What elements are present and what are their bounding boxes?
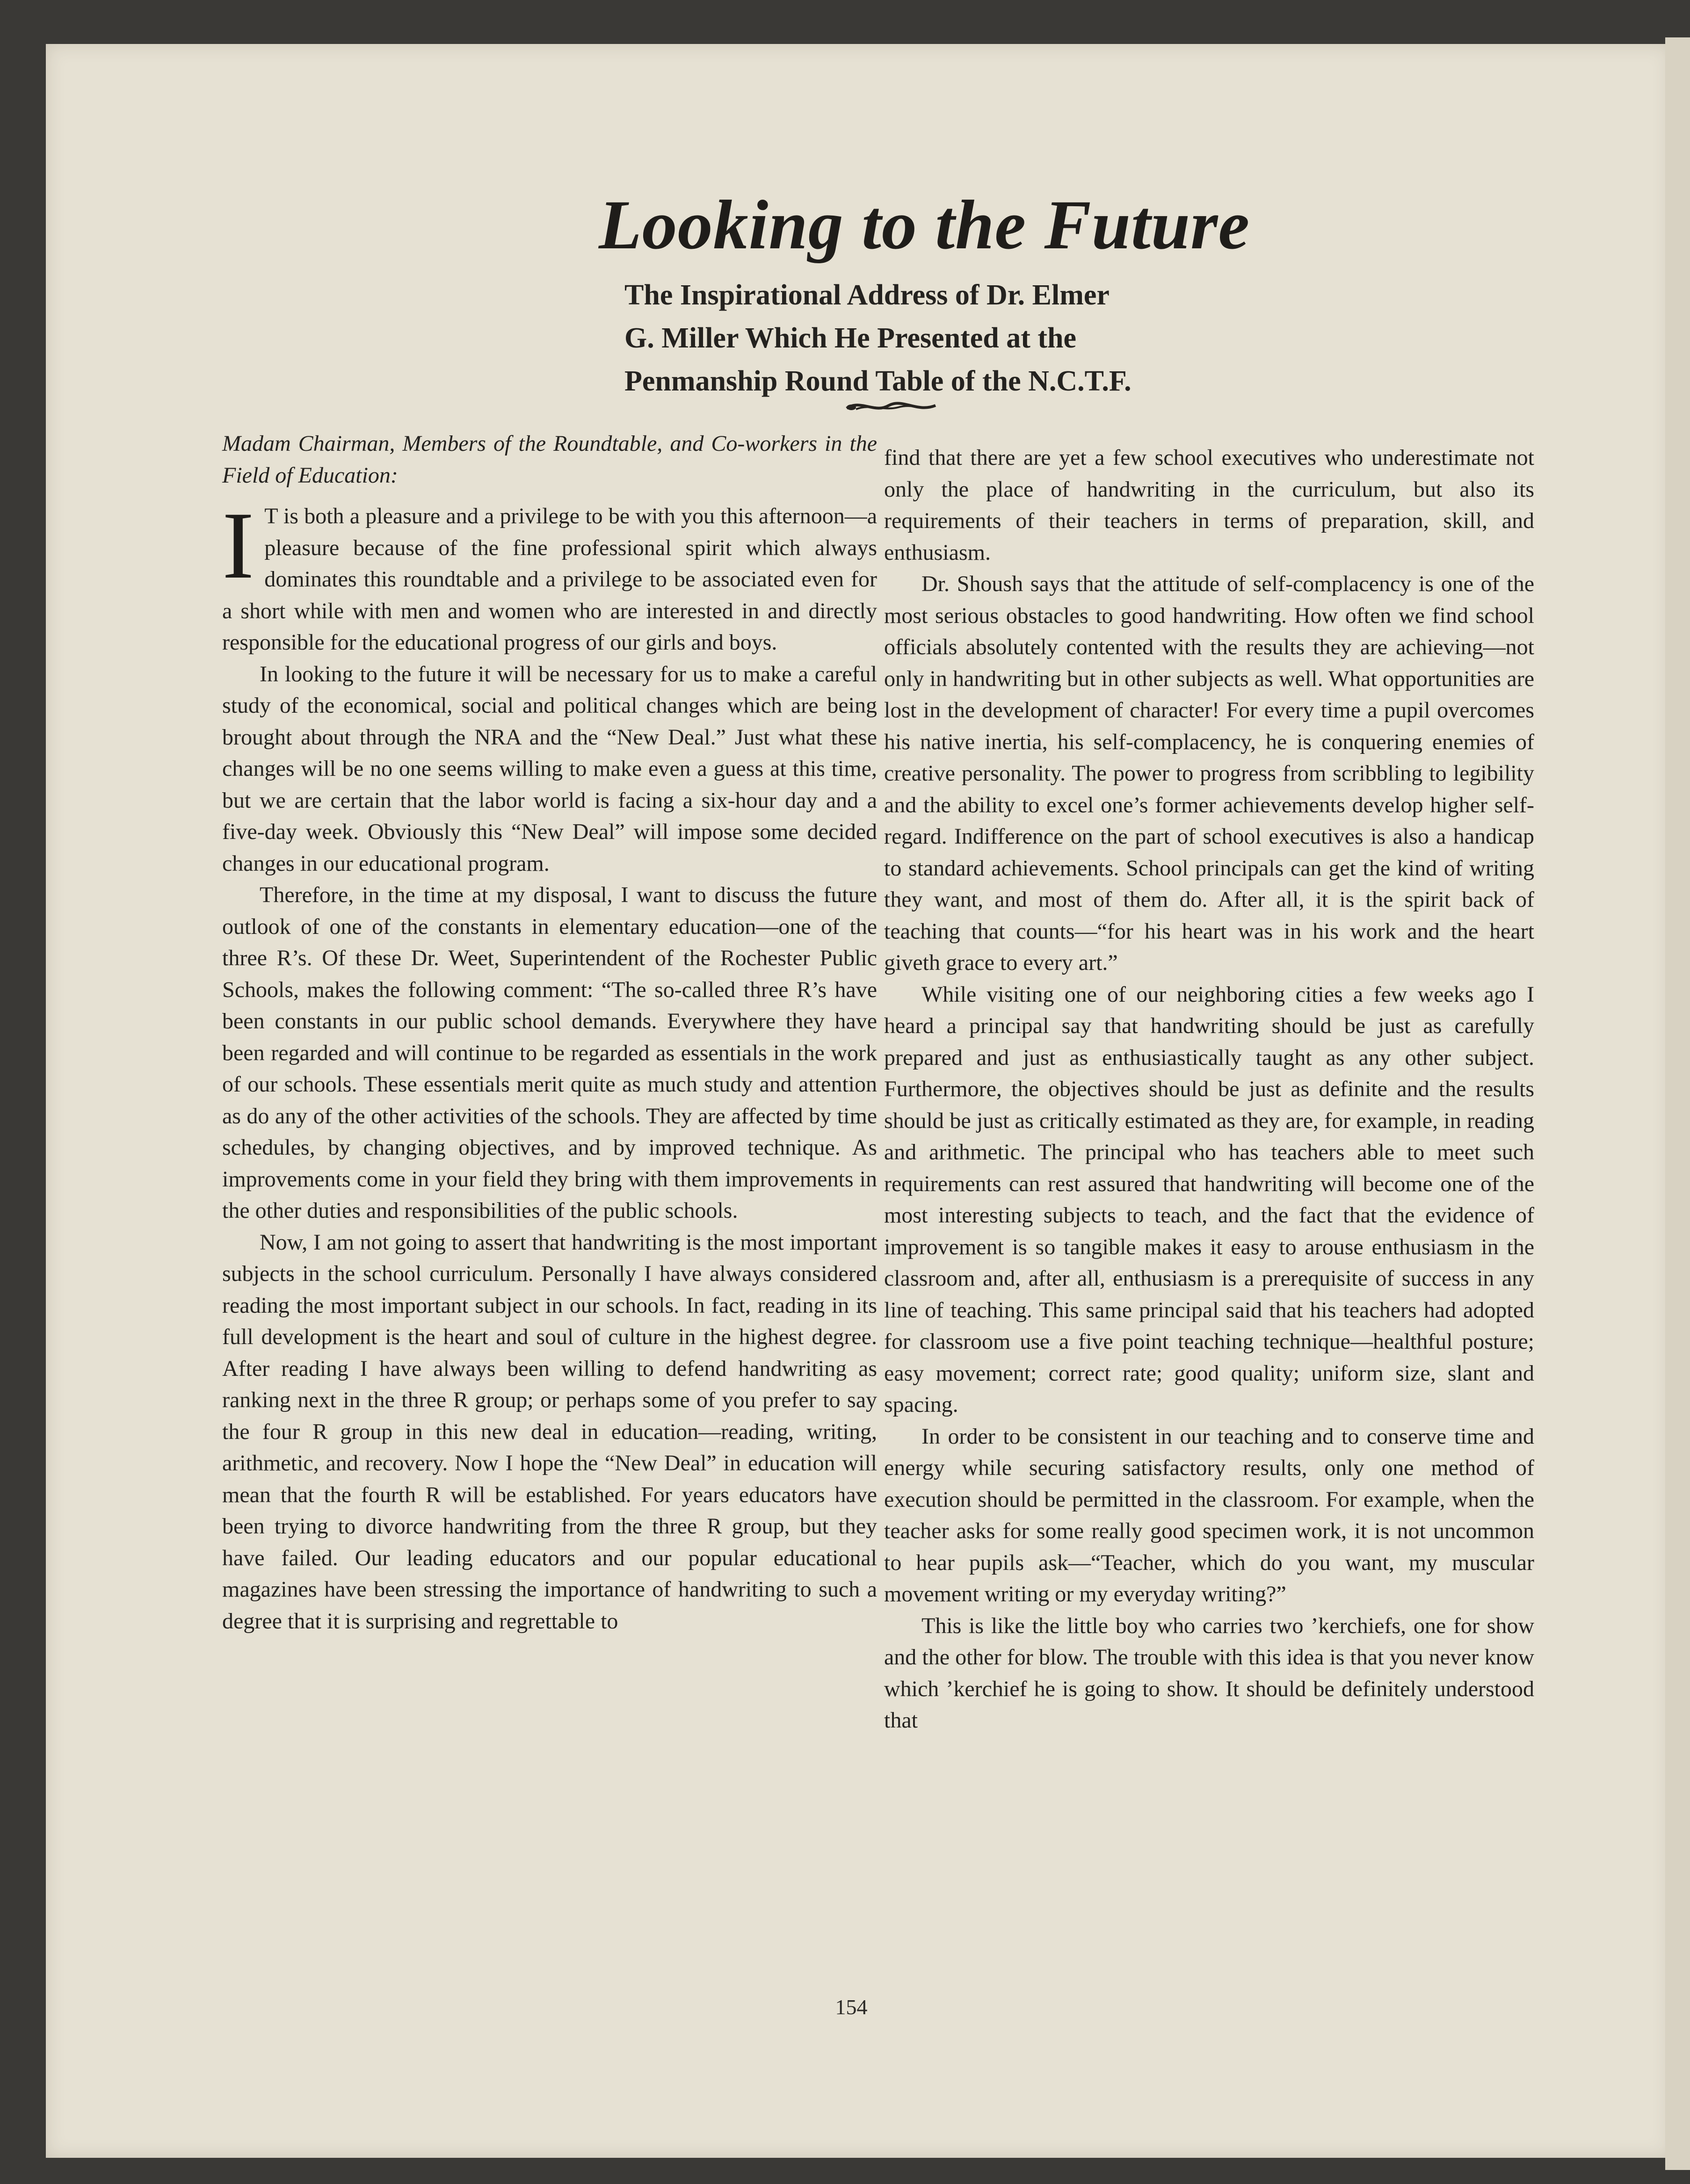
paragraph: This is like the little boy who carries two ’kerchiefs, one for show and the other for blow. The trouble with this idea is that you never know which ’kerchief he is going to show. It should be definitely understood that xyxy=(884,1613,1534,1733)
paragraph: Dr. Shoush says that the attitude of self-complacency is one of the most serious obstacles to good handwriting. How often we find school officials absolutely contented with the results they are achieving—not only in handwriting but in other subjects as well. What opportunities are lost in the development of character! For every time a pupil overcomes his native inertia, his self-complacency, he is conquering enemies of creative personality. The power to progress from scribbling to legibility and the ability to excel one’s former achievements develop higher self-regard. Indifference on the part of school executives is also a handicap to standard achievements. School principals can get the kind of writing they want, and most of them do. After all, it is the spirit back of teaching that counts—“for his heart was in his work and the heart giveth grace to every art.” xyxy=(884,571,1534,975)
paragraph: find that there are yet a few school executives who underestimate not only the place of handwriting in the curriculum, but also its requirements of their teachers in terms of preparation, skill, and enthusiasm. xyxy=(884,445,1534,565)
salutation: Madam Chairman, Members of the Roundtable, and Co-workers in the Field of Education: xyxy=(222,431,877,488)
paragraph-text: T is both a pleasure and a privilege to be with you this afternoon—a pleasure because of the fine professional spirit which always dominates this roundtable and a privilege to be associated even for a short while with men and women who are interested in and directly responsible for the educational progress of our girls and boys. xyxy=(222,504,877,655)
article-title: Looking to the Future xyxy=(599,186,1250,264)
left-column xyxy=(222,428,877,1637)
subtitle-line: Penmanship Round Table of the N.C.T.F. xyxy=(624,365,1132,397)
paragraph: Now, I am not going to assert that handwriting is the most important subjects in the school curriculum. Personally I have always considered reading the most important subject in our schools. In fact, reading in its full development is the heart and soul of culture in the highest degree. After reading I have always been willing to defend handwriting as ranking next in the three R group; or perhaps some of you prefer to say the four R group in this new deal in education—reading, writing, arithmetic, and recovery. Now I hope the “New Deal” in education will mean that the fourth R will be established. For years educators have been trying to divorce handwriting from the three R group, but they have failed. Our leading educators and our popular educational magazines have been stressing the importance of handwriting to such a degree that it is surprising and regrettable to xyxy=(222,1229,877,1634)
paragraph: While visiting one of our neighboring cities a few weeks ago I heard a principal say that handwriting should be just as carefully prepared and just as enthusiastically taught as any other subject. Furthermore, the objectives should be just as definite and the results should be just as critically estimated as they are, for example, in reading and arithmetic. The principal who has teachers able to meet such requirements can rest assured that handwriting will become one of the most interesting subjects to teach, and the fact that the evidence of improvement is so tangible makes it easy to arouse enthusiasm in the classroom and, after all, enthusiasm is a prerequisite of success in any line of teaching. This same principal said that his teachers had adopted for classroom use a five point teaching technique—healthful posture; easy movement; correct rate; good quality; uniform size, slant and spacing. xyxy=(884,982,1534,1417)
scroll-flourish-icon xyxy=(842,395,940,419)
paragraph: In looking to the future it will be necessary for us to make a careful study of the economical, social and political changes which are being brought about through the NRA and the “New Deal.” Just what these changes will be no one seems willing to make even a guess at this time, but we are certain that the labor world is facing a six-hour day and a five-day week. Obviously this “New Deal” will impose some decided changes in our educational program. xyxy=(222,661,877,876)
subtitle-line: G. Miller Which He Presented at the xyxy=(624,322,1077,354)
right-column xyxy=(884,442,1534,1736)
paragraph: In order to be consistent in our teaching and to conserve time and energy while securing satisfactory results, only one method of execution should be permitted in the classroom. For example, when the teacher asks for some really good specimen work, it is not uncommon to hear pupils ask—“Teacher, which do you want, my muscular movement writing or my everyday writing?” xyxy=(884,1424,1534,1606)
page-number: 154 xyxy=(835,1995,868,2019)
facing-page-edge xyxy=(1665,37,1690,2170)
paragraph: Therefore, in the time at my disposal, I want to discuss the future outlook of one of the constants in elementary education—one of the three R’s. Of these Dr. Weet, Superintendent of the Rochester Public Schools, makes the following comment: “The so-called three R’s have been constants in our public school demands. Everywhere they have been regarded and will continue to be regarded as essentials in the work of our schools. These essentials merit quite as much study and attention as do any of the other activities of the schools. They are affected by time schedules, by changing objectives, and by improved technique. As improvements come in your field they bring with them improvements in the other duties and responsibilities of the public schools. xyxy=(222,882,877,1223)
drop-cap: I xyxy=(222,492,254,599)
article-subtitle xyxy=(624,274,1209,403)
subtitle-line: The Inspirational Address of Dr. Elmer xyxy=(624,279,1110,311)
paragraph xyxy=(222,492,877,658)
